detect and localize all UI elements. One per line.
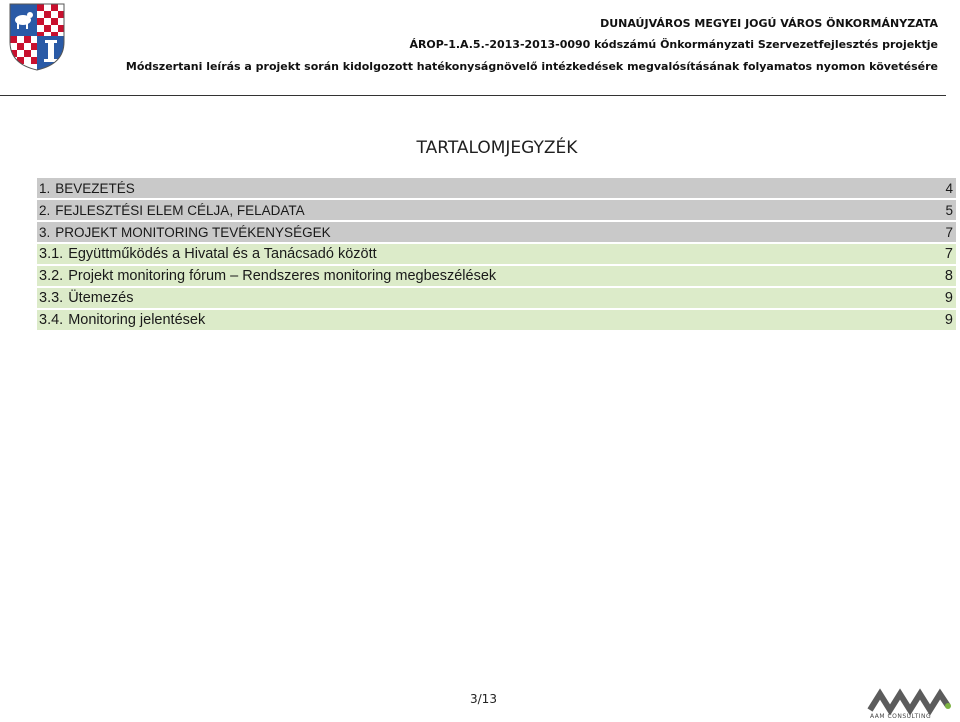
toc-entry-number: 1. [39,180,51,196]
toc-entry[interactable] [37,266,956,286]
toc-entry-page: 4 [945,180,953,196]
toc-title: TARTALOMJEGYZÉK [416,138,578,158]
toc-entry-number: 3.3. [39,290,64,306]
toc-entry-number: 2. [39,202,51,218]
toc-entry-page: 7 [945,224,953,240]
toc-entry[interactable] [37,288,956,308]
toc-entry-label: Monitoring jelentések [68,312,206,328]
table-of-contents [37,178,956,332]
header-document-subject: Módszertani leírás a projekt során kidolgozott hatékonyságnövelő intézkedések megvalósításának folyamatos nyomon követésére [125,60,938,73]
toc-entry-label: Együttműködés a Hivatal és a Tanácsadó között [68,246,377,262]
toc-entry-page: 5 [945,202,953,218]
toc-entry[interactable] [37,222,956,242]
header-organization: DUNAÚJVÁROS MEGYEI JOGÚ VÁROS ÖNKORMÁNYZATA [600,17,938,30]
toc-entry-page: 9 [944,312,953,328]
page-number: 3/13 [470,692,497,706]
toc-entry-label: FEJLESZTÉSI ELEM CÉLJA, FELADATA [55,202,305,218]
toc-entry-page: 8 [944,268,953,284]
document-header [126,18,938,72]
coat-of-arms-icon [8,2,66,72]
toc-entry-label: Projekt monitoring fórum – Rendszeres monitoring megbeszélések [68,268,497,284]
toc-entry-label: BEVEZETÉS [55,180,135,196]
toc-entry[interactable] [37,178,956,198]
toc-entry-number: 3.1. [39,246,64,262]
toc-entry[interactable] [37,200,956,220]
toc-entry[interactable] [37,244,956,264]
header-project-code: ÁROP-1.A.5.-2013-2013-0090 kódszámú Önkormányzati Szervezetfejlesztés projektje [409,38,938,51]
toc-entry-number: 3.4. [39,312,64,328]
toc-entry-page: 9 [944,290,953,306]
logo-caption: AAM CONSULTING [870,713,932,720]
toc-entry-label: Ütemezés [68,290,134,306]
toc-entry-number: 3.2. [39,268,64,284]
toc-entry-page: 7 [944,246,953,262]
toc-entry[interactable] [37,310,956,330]
header-divider [0,95,946,96]
toc-entry-number: 3. [39,224,51,240]
toc-entry-label: PROJEKT MONITORING TEVÉKENYSÉGEK [55,224,331,240]
